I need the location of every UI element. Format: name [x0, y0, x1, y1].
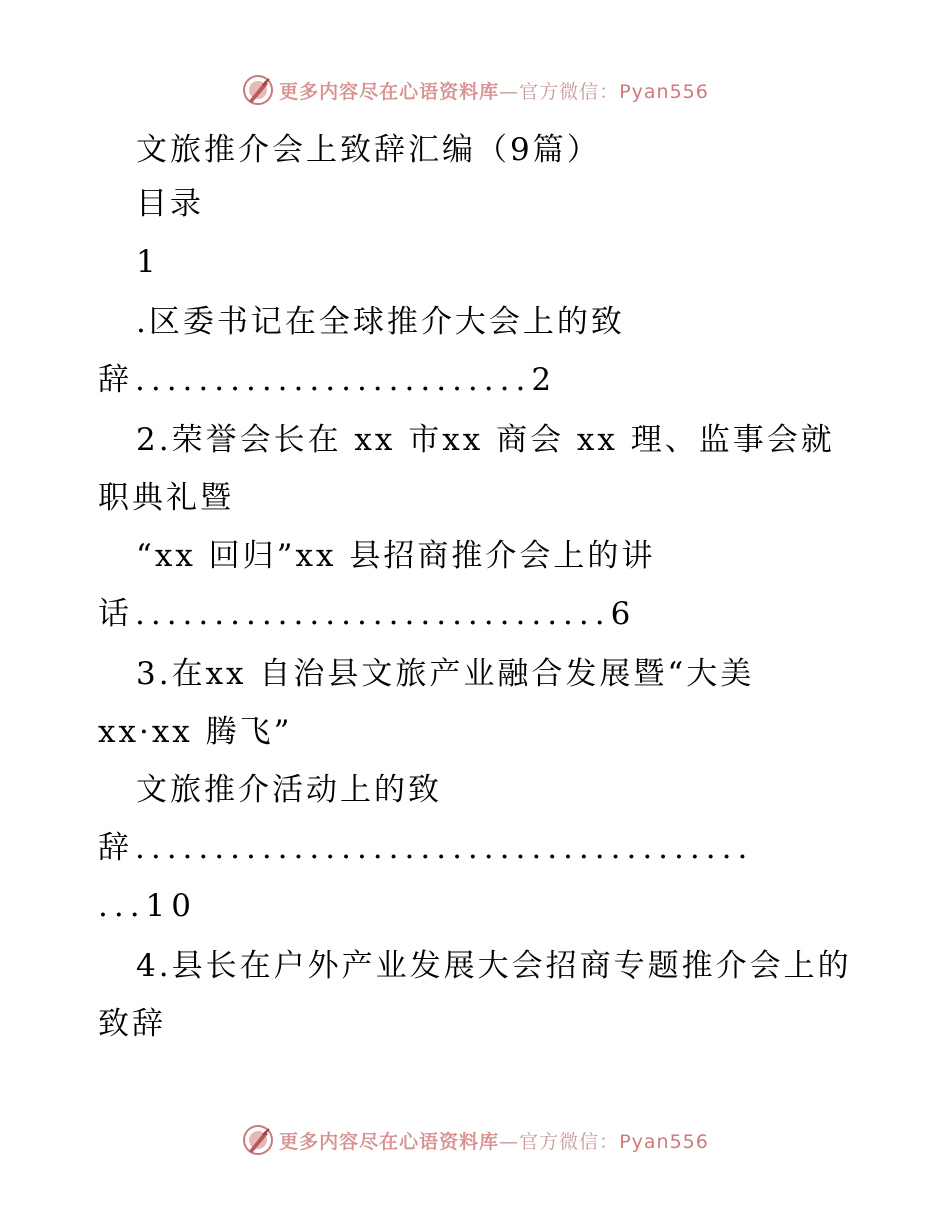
toc-line: 3.在xx 自治县文旅产业融合发展暨“大美 [136, 656, 755, 692]
watermark-text: 更多内容尽在心语资料库—官方微信：Pyan556 [279, 1130, 709, 1153]
toc-line: xx·xx 腾飞” [98, 714, 293, 750]
toc-line: 辞.........................2 [98, 362, 558, 398]
feather-pen-logo-icon [241, 1123, 275, 1157]
toc-line: 职典礼暨 [98, 480, 234, 516]
toc-line: 文旅推介活动上的致 [136, 772, 442, 808]
toc-line: 4.县长在户外产业发展大会招商专题推介会上的 [136, 948, 852, 984]
toc-line: “xx 回归”xx 县招商推介会上的讲 [136, 538, 656, 574]
toc-line: ...10 [98, 888, 198, 924]
watermark-text: 更多内容尽在心语资料库—官方微信：Pyan556 [279, 80, 709, 103]
toc-line: .区委书记在全球推介大会上的致 [136, 304, 625, 340]
toc-line: 1 [136, 244, 159, 280]
toc-line: 致辞 [98, 1006, 166, 1042]
toc-line: 辞....................................... [98, 830, 754, 866]
feather-pen-logo-icon [241, 73, 275, 107]
toc-heading: 目录 [136, 186, 204, 222]
watermark-footer [0, 1122, 950, 1158]
document-title: 文旅推介会上致辞汇编（9篇） [136, 132, 601, 168]
toc-line: 2.荣誉会长在 xx 市xx 商会 xx 理、监事会就 [136, 422, 835, 458]
watermark-header [0, 72, 950, 108]
toc-line: 话..............................6 [98, 596, 637, 632]
